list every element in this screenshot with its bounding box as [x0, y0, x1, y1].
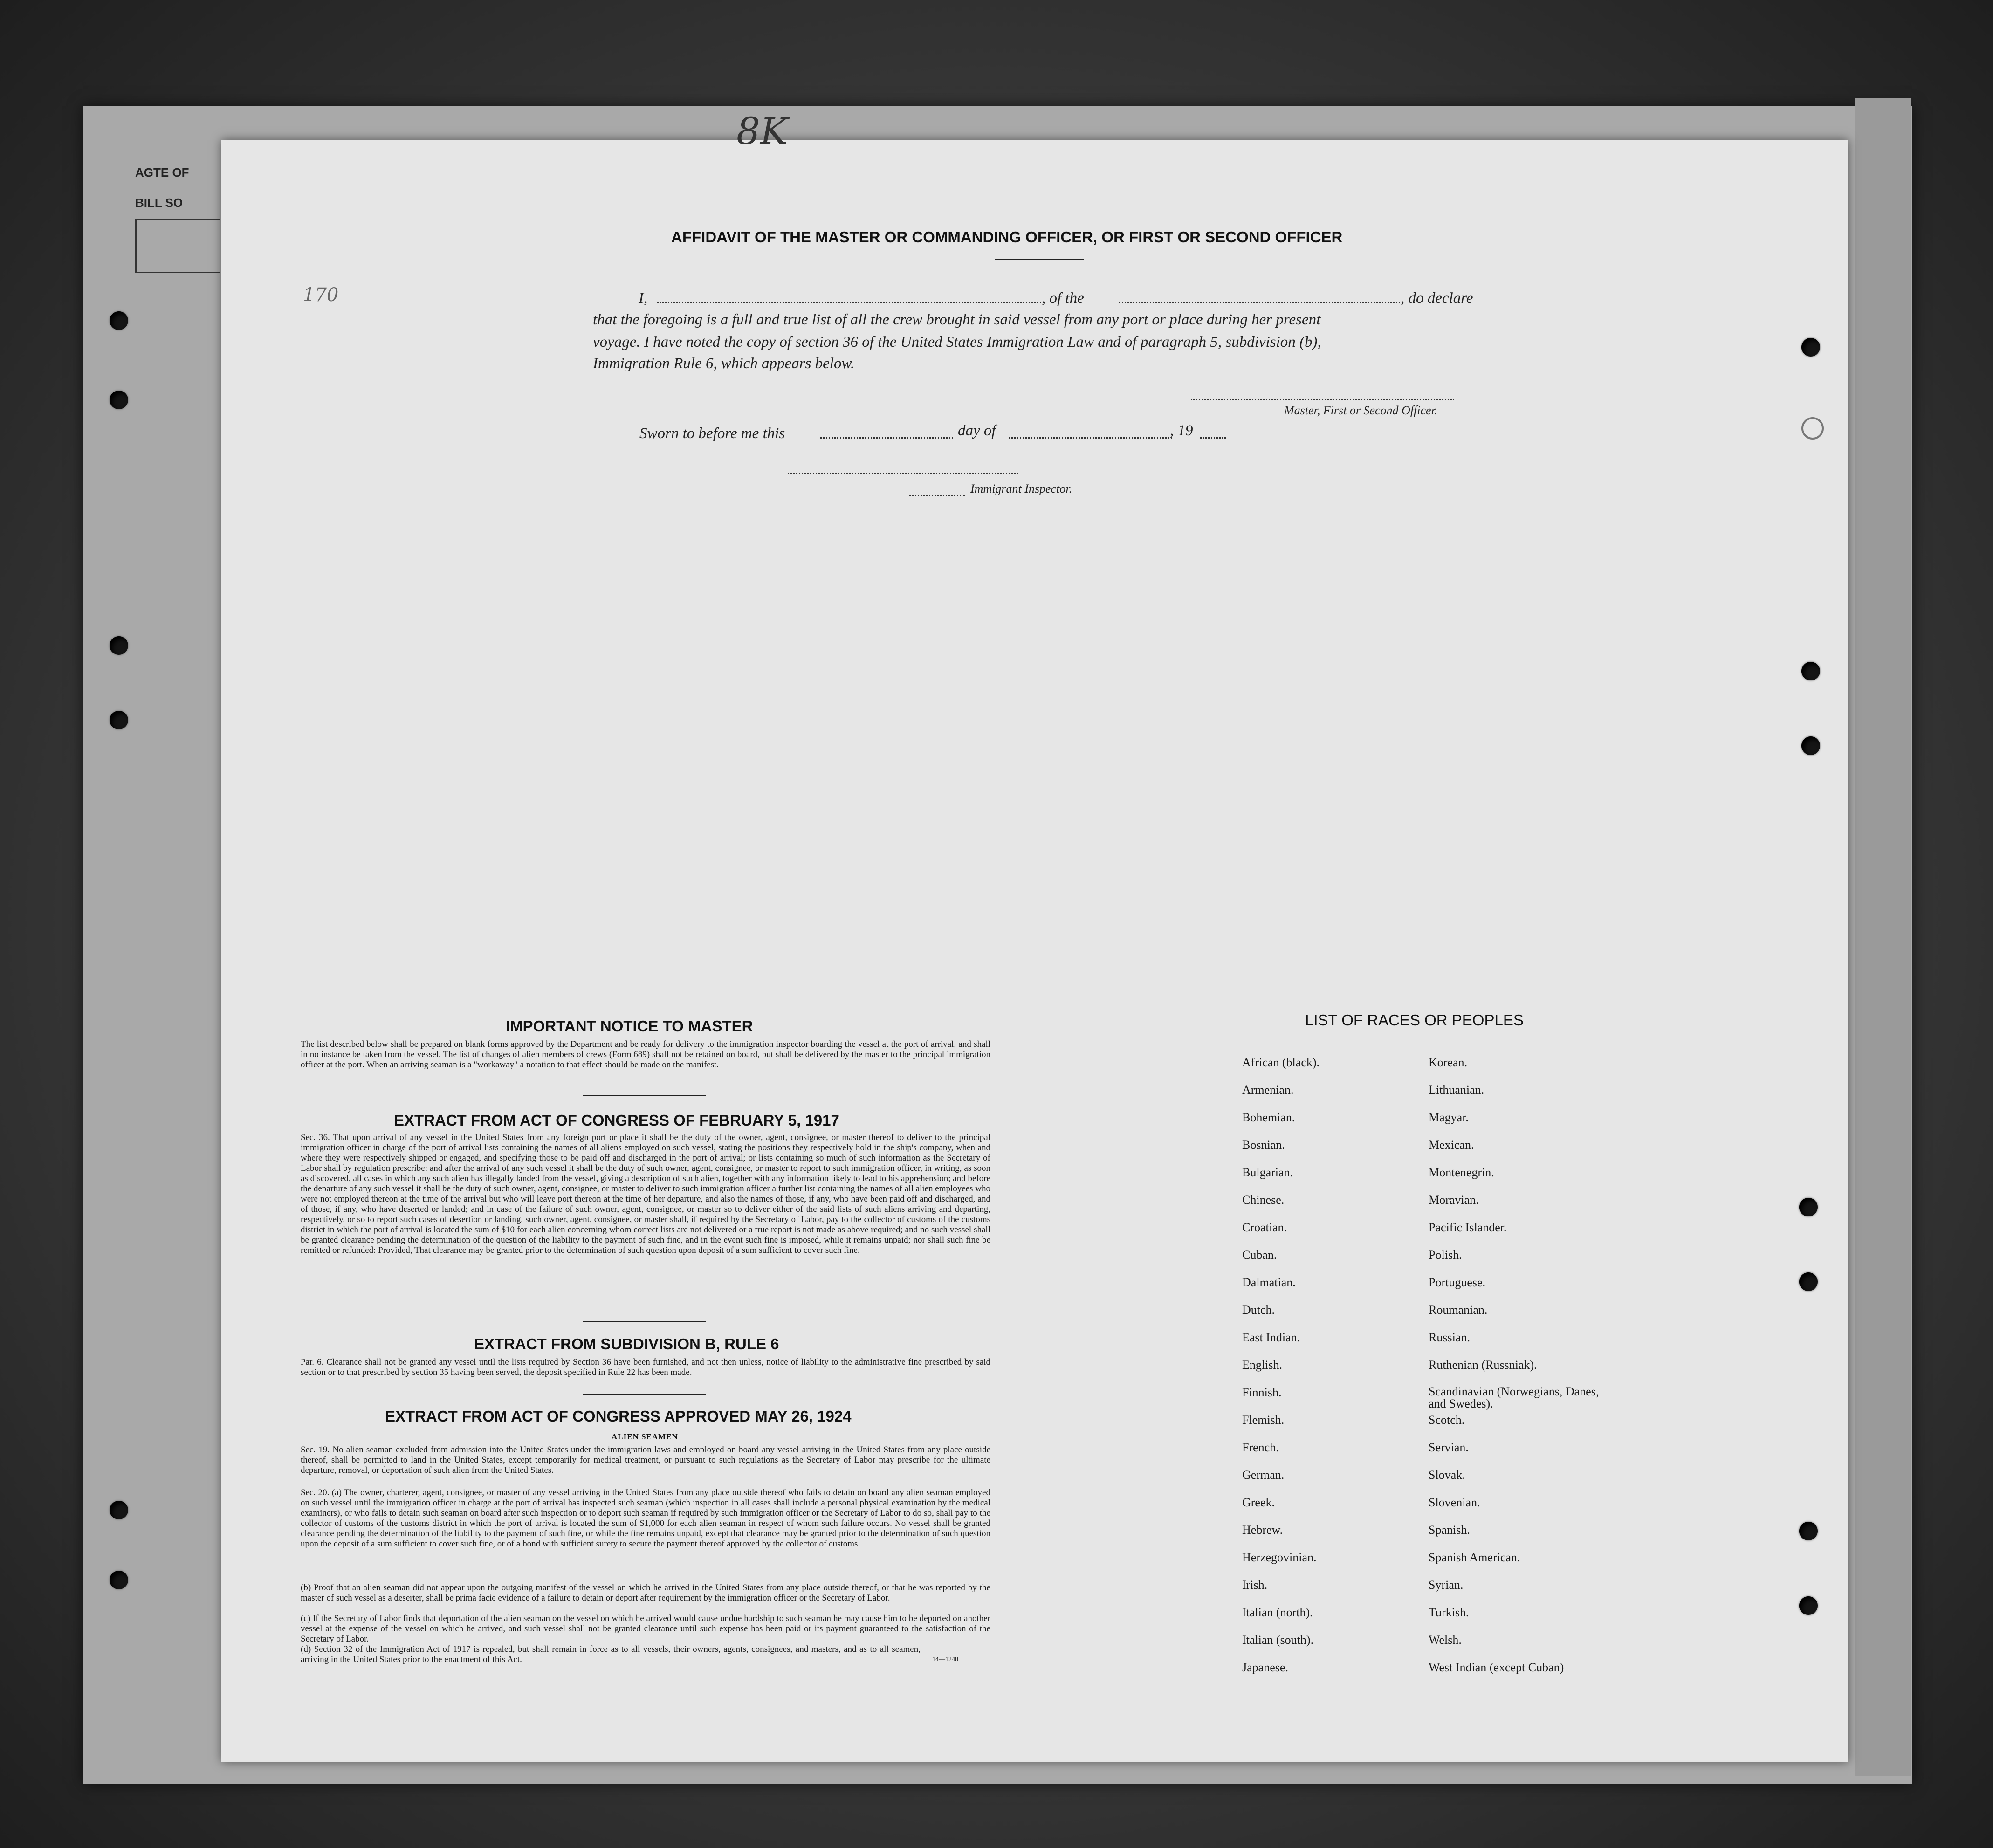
punch-hole [1801, 417, 1824, 440]
punch-hole [110, 311, 128, 330]
affidavit-body-1: that the foregoing is a full and true list of all the crew brought in said vessel from any port or place during her present [593, 311, 1321, 328]
race-list-item: Turkish. [1429, 1606, 1469, 1619]
corner-stamp-top: AGTE OF [135, 165, 189, 179]
section-rule [583, 1095, 706, 1096]
race-list-item: Bohemian. [1242, 1111, 1295, 1124]
race-list-item: Montenegrin. [1429, 1166, 1494, 1179]
race-list-item: Finnish. [1242, 1386, 1282, 1399]
punch-hole [110, 391, 128, 409]
race-list-item: Bosnian. [1242, 1138, 1285, 1152]
race-list-item: Russian. [1429, 1331, 1470, 1344]
race-list-item: West Indian (except Cuban) [1429, 1661, 1564, 1674]
punch-hole [1799, 1522, 1818, 1540]
punch-hole [110, 636, 128, 655]
signature-label: Master, First or Second Officer. [1284, 404, 1438, 417]
page-number: 170 [303, 284, 339, 306]
races-left-column [1242, 1056, 1320, 1688]
race-list-item: Syrian. [1429, 1578, 1464, 1592]
extract-1917-title: EXTRACT FROM ACT OF CONGRESS OF FEBRUARY 5, 1917 [394, 1112, 839, 1129]
punch-hole [1799, 1596, 1818, 1615]
punch-hole [1801, 736, 1820, 755]
race-list-item: Herzegovinian. [1242, 1551, 1317, 1564]
race-list-item: Welsh. [1429, 1633, 1462, 1647]
race-list-item: Japanese. [1242, 1661, 1288, 1674]
name-blank [657, 302, 1044, 303]
extract-1917-text: Sec. 36. That upon arrival of any vessel in the United States from any foreign port or place it shall be the duty of the owner, agent, consignee, or master thereof to deliver to the principal immigration officer in charge of the port of arrival lists containing the names of all aliens employed on such vessel, stating the positions they respectively hold in the ship's company, when and where they were respectively shipped or engaged, and specifying those to be paid off and discharged in the port of arrival; or lists containing so much of such information as the Secretary of Labor shall by regulation prescribe; and after the arrival of any such vessel it shall be the duty of such owner, agent, consignee, or master to report to such immigration officer, in writing, as soon as discovered, all cases in which any such alien has illegally landed from the vessel, giving a description of such alien, together with any information likely to lead to his apprehension; and before the departure of any such vessel it shall be the duty of such owner, agent, consignee, or master to deliver to such immigration officer a further list containing the names of all alien employees who were not employed thereon at the time of the arrival but who will leave port thereon at the time of her departure, and also the names of those, if any, who have been paid off and discharged, and of those, if any, who have deserted or landed; and in case of the failure of such owner, agent, consignee, or master so to deliver either of the said lists of such aliens arriving and departing, respectively, or so to report such cases of desertion or landing, such owner, agent, consignee, or master shall, if required by the Secretary of Labor, pay to the collector of customs of the customs district in which the port of arrival is located the sum of $10 for each alien concerning whom correct lists are not delivered or a true report is not made as above required; and no such vessel shall be granted clearance pending the determination of the question of the liability to the payment of such fine, and in the event such fine is imposed, while it remains unpaid; nor shall such fine be remitted or refunded: Provided, That clearance may be granted prior to the determination of such question upon deposit of a sum sufficient to cover such fine. [301, 1133, 990, 1255]
form-code: 14—1240 [932, 1656, 958, 1663]
inspector-blank [788, 473, 1018, 474]
inspector-label: Immigrant Inspector. [970, 482, 1072, 495]
race-list-item: Slovenian. [1429, 1496, 1480, 1509]
month-blank [1009, 437, 1172, 439]
affidavit-of-the: , of the [1042, 290, 1084, 307]
race-list-item: Ruthenian (Russniak). [1429, 1358, 1537, 1372]
race-list-item: Dalmatian. [1242, 1276, 1296, 1289]
notice-title: IMPORTANT NOTICE TO MASTER [506, 1017, 753, 1035]
punch-hole [110, 1571, 128, 1589]
race-list-item: Moravian. [1429, 1193, 1479, 1207]
sworn-year: , 19 [1170, 422, 1193, 439]
race-list-item: Roumanian. [1429, 1303, 1488, 1317]
extract-rule6-title: EXTRACT FROM SUBDIVISION B, RULE 6 [474, 1335, 779, 1353]
race-list-item: Greek. [1242, 1496, 1275, 1509]
race-list-item: Scotch. [1429, 1413, 1465, 1427]
extract-1924-subtitle: ALIEN SEAMEN [612, 1432, 678, 1441]
punch-hole [1799, 1272, 1818, 1291]
race-list-item: Italian (north). [1242, 1606, 1313, 1619]
affidavit-i: I, [639, 290, 648, 307]
race-list-item: Scandinavian (Norwegians, Danes, and Swedes). [1429, 1385, 1599, 1410]
race-list-item: Spanish. [1429, 1523, 1470, 1537]
race-list-item: Bulgarian. [1242, 1166, 1293, 1179]
year-blank [1200, 437, 1226, 439]
underlying-sheet-edge [1855, 98, 1911, 1776]
corner-bracket [135, 219, 220, 273]
sworn-day-of: day of [958, 422, 996, 439]
handwritten-mark: 8K [736, 110, 788, 153]
race-list-item: East Indian. [1242, 1331, 1300, 1344]
section-rule [583, 1321, 706, 1322]
title-rule [995, 259, 1084, 260]
race-list-item: Slovak. [1429, 1468, 1465, 1482]
affidavit-body-2: voyage. I have noted the copy of section 36 of the United States Immigration Law and of paragraph 5, subdivision (b), [593, 334, 1321, 350]
race-list-item: Polish. [1429, 1248, 1462, 1262]
race-list-item: Dutch. [1242, 1303, 1275, 1317]
sec20b-text: (b) Proof that an alien seaman did not appear upon the outgoing manifest of the vessel on which he arrived in the United States from any place outside thereof, or that he was reported by the master of such vessel as a deserter, shall be prima facie evidence of a failure to detain or deport after requirement by the immigration officer or the Secretary of Labor. [301, 1583, 990, 1603]
race-list-item: French. [1242, 1441, 1279, 1454]
corner-stamp-bottom: BILL SO [135, 196, 183, 210]
race-list-item: Armenian. [1242, 1083, 1294, 1097]
extract-1924-title: EXTRACT FROM ACT OF CONGRESS APPROVED MAY 26, 1924 [385, 1408, 852, 1425]
race-list-item: African (black). [1242, 1056, 1320, 1069]
punch-hole [1801, 662, 1820, 680]
punch-hole [1801, 338, 1820, 357]
sworn-text: Sworn to before me this [639, 425, 785, 442]
race-list-item: Flemish. [1242, 1413, 1285, 1427]
affidavit-body-3: Immigration Rule 6, which appears below. [593, 355, 855, 372]
sec20c-text: (c) If the Secretary of Labor finds that deportation of the alien seaman on the vessel on which he arrived would cause undue hardship to such seaman he may cause him to be deported on another vessel at the expense of the vessel on which he arrived, and such vessel shall not be granted clearance until such expense has been paid or its payment guaranteed to the satisfaction of the Secretary of Labor. [301, 1614, 990, 1644]
races-right-column [1429, 1056, 1606, 1688]
punch-hole [1799, 1198, 1818, 1216]
punch-hole [110, 1501, 128, 1519]
race-list-item: Magyar. [1429, 1111, 1469, 1124]
sec19-text: Sec. 19. No alien seaman excluded from admission into the United States under the immigration laws and employed on board any vessel arriving in the United States from any place outside thereof, shall be permitted to land in the United States, except temporarily for medical treatment, or pursuant to such regulations as the Secretary of Labor may prescribe for the ultimate departure, removal, or deportation of such alien from the United States. [301, 1445, 990, 1475]
vessel-blank [1119, 302, 1403, 303]
punch-hole [110, 711, 128, 729]
race-list-item: Italian (south). [1242, 1633, 1314, 1647]
sec20d-text: (d) Section 32 of the Immigration Act of 1917 is repealed, but shall remain in force as to all vessels, their owners, agents, consignees, and masters, and as to all seamen, arriving in the United States prior to the enactment of this Act. [301, 1644, 921, 1664]
race-list-item: Servian. [1429, 1441, 1469, 1454]
extract-rule6-text: Par. 6. Clearance shall not be granted any vessel until the lists required by Section 36 have been furnished, and not then unless, notice of liability to the administrative fine prescribed by said section or to that prescribed by section 35 having been served, the deposit specified in Rule 22 has been made. [301, 1357, 990, 1377]
notice-text: The list described below shall be prepared on blank forms approved by the Department and be ready for delivery to the immigration inspector boarding the vessel at the port of arrival, and shall in no instance be taken from the vessel. The list of changes of alien members of crews (Form 689) shall not be retained on board, but shall be delivered by the master to the principal immigration officer at the port. When an arriving seaman is a "workaway" a notation to that effect should be made on the manifest. [301, 1039, 990, 1070]
race-list-item: Croatian. [1242, 1221, 1287, 1234]
race-list-item: Spanish American. [1429, 1551, 1520, 1564]
sec20a-text: Sec. 20. (a) The owner, charterer, agent, consignee, or master of any vessel arriving in the United States from any place outside thereof who fails to detain on board any alien seaman employed on such vessel until the immigration officer in charge at the port of arrival has inspected such seaman (which inspection in all cases shall include a personal physical examination by the medical examiners), or who fails to detain such seaman on board after such inspection or to deport such seaman if required by such immigration officer or the Secretary of Labor to do so, shall pay to the collector of customs of the customs district in which the port of arrival is located the sum of $1,000 for each alien seaman in respect of whom such failure occurs. No vessel shall be granted clearance pending the determination of the liability to the payment of such fine, or while the fine remains unpaid, except that clearance may be granted prior to the determination of such question upon the deposit of a sum sufficient to cover such fine, or of a bond with sufficient surety to secure the payment thereof approved by the collector of customs. [301, 1488, 990, 1549]
day-blank [820, 437, 953, 439]
inspector-blank-short [909, 495, 965, 496]
race-list-item: Pacific Islander. [1429, 1221, 1507, 1234]
signature-blank [1191, 399, 1454, 400]
races-title: LIST OF RACES OR PEOPLES [1305, 1011, 1524, 1029]
section-rule [583, 1394, 706, 1395]
affidavit-declare: , do declare [1401, 290, 1473, 307]
affidavit-title: AFFIDAVIT OF THE MASTER OR COMMANDING OFFICER, OR FIRST OR SECOND OFFICER [671, 228, 1343, 246]
race-list-item: Cuban. [1242, 1248, 1277, 1262]
race-list-item: Portuguese. [1429, 1276, 1486, 1289]
race-list-item: German. [1242, 1468, 1285, 1482]
race-list-item: Irish. [1242, 1578, 1268, 1592]
race-list-item: Chinese. [1242, 1193, 1285, 1207]
race-list-item: Hebrew. [1242, 1523, 1283, 1537]
race-list-item: Korean. [1429, 1056, 1468, 1069]
race-list-item: Mexican. [1429, 1138, 1474, 1152]
race-list-item: Lithuanian. [1429, 1083, 1484, 1097]
race-list-item: English. [1242, 1358, 1282, 1372]
